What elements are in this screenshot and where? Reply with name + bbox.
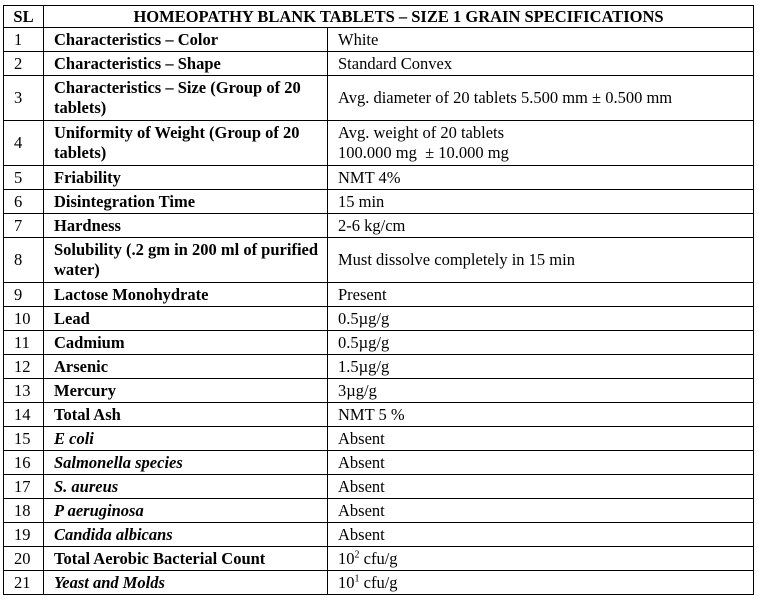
row-number: 7 <box>4 214 44 238</box>
row-number: 13 <box>4 379 44 403</box>
table-row <box>4 121 754 166</box>
value-base: 10 <box>338 548 355 568</box>
sl-column-header: SL <box>4 6 44 28</box>
parameter-name: Solubility (.2 gm in 200 ml of purified water) <box>44 238 328 283</box>
table-row <box>4 283 754 307</box>
table-row <box>4 28 754 52</box>
table-row <box>4 547 754 571</box>
parameter-name: Friability <box>44 166 328 190</box>
row-number: 10 <box>4 307 44 331</box>
parameter-name: Characteristics – Color <box>44 28 328 52</box>
parameter-value-line-1: Avg. weight of 20 tablets <box>338 123 505 142</box>
table-row <box>4 571 754 595</box>
parameter-name: Candida albicans <box>44 523 328 547</box>
table-row <box>4 190 754 214</box>
parameter-value: Absent <box>328 451 754 475</box>
table-row <box>4 379 754 403</box>
table-row <box>4 52 754 76</box>
parameter-value: 15 min <box>328 190 754 214</box>
row-number: 15 <box>4 427 44 451</box>
parameter-value: 0.5µg/g <box>328 331 754 355</box>
parameter-value: Absent <box>328 475 754 499</box>
parameter-value: 1.5µg/g <box>328 355 754 379</box>
parameter-value <box>328 121 754 166</box>
row-number: 18 <box>4 499 44 523</box>
parameter-name: P aeruginosa <box>44 499 328 523</box>
row-number: 3 <box>4 76 44 121</box>
parameter-name: E coli <box>44 427 328 451</box>
parameter-name: Uniformity of Weight (Group of 20 tablets) <box>44 121 328 166</box>
table-row <box>4 475 754 499</box>
table-row <box>4 355 754 379</box>
table-body <box>4 28 754 595</box>
parameter-value: 2-6 kg/cm <box>328 214 754 238</box>
value-exponent: 2 <box>354 549 360 560</box>
table-row <box>4 238 754 283</box>
value-unit: cfu/g <box>359 572 398 592</box>
parameter-value: Absent <box>328 427 754 451</box>
parameter-name: Mercury <box>44 379 328 403</box>
parameter-name: Cadmium <box>44 331 328 355</box>
table-row <box>4 76 754 121</box>
table-row <box>4 403 754 427</box>
parameter-value: Present <box>328 283 754 307</box>
parameter-name: Total Aerobic Bacterial Count <box>44 547 328 571</box>
row-number: 16 <box>4 451 44 475</box>
row-number: 21 <box>4 571 44 595</box>
row-number: 4 <box>4 121 44 166</box>
parameter-value <box>328 547 754 571</box>
row-number: 2 <box>4 52 44 76</box>
parameter-name: Characteristics – Shape <box>44 52 328 76</box>
parameter-value: 3µg/g <box>328 379 754 403</box>
table-row <box>4 451 754 475</box>
row-number: 6 <box>4 190 44 214</box>
row-number: 8 <box>4 238 44 283</box>
parameter-name: Disintegration Time <box>44 190 328 214</box>
parameter-value <box>328 571 754 595</box>
parameter-name: Hardness <box>44 214 328 238</box>
parameter-value: White <box>328 28 754 52</box>
table-header-row <box>4 6 754 28</box>
table-row <box>4 499 754 523</box>
row-number: 1 <box>4 28 44 52</box>
parameter-name: Lactose Monohydrate <box>44 283 328 307</box>
table-row <box>4 523 754 547</box>
row-number: 17 <box>4 475 44 499</box>
row-number: 19 <box>4 523 44 547</box>
table-row <box>4 427 754 451</box>
parameter-value: Standard Convex <box>328 52 754 76</box>
row-number: 12 <box>4 355 44 379</box>
parameter-value: Avg. diameter of 20 tablets 5.500 mm ± 0.500 mm <box>328 76 754 121</box>
parameter-value: 0.5µg/g <box>328 307 754 331</box>
value-exponent: 1 <box>354 573 360 584</box>
value-unit: cfu/g <box>359 548 398 568</box>
row-number: 5 <box>4 166 44 190</box>
row-number: 20 <box>4 547 44 571</box>
table-row <box>4 307 754 331</box>
parameter-value: Absent <box>328 499 754 523</box>
table-row <box>4 166 754 190</box>
parameter-name: Lead <box>44 307 328 331</box>
table-title: HOMEOPATHY BLANK TABLETS – SIZE 1 GRAIN SPECIFICATIONS <box>44 6 754 28</box>
parameter-name: S. aureus <box>44 475 328 499</box>
row-number: 14 <box>4 403 44 427</box>
parameter-value: NMT 5 % <box>328 403 754 427</box>
table-row <box>4 331 754 355</box>
parameter-value-line-2: 100.000 mg ± 10.000 mg <box>338 143 509 162</box>
parameter-name: Yeast and Molds <box>44 571 328 595</box>
parameter-value: NMT 4% <box>328 166 754 190</box>
row-number: 9 <box>4 283 44 307</box>
parameter-name: Total Ash <box>44 403 328 427</box>
parameter-value: Absent <box>328 523 754 547</box>
parameter-name: Characteristics – Size (Group of 20 tablets) <box>44 76 328 121</box>
specifications-table <box>3 5 754 595</box>
parameter-name: Salmonella species <box>44 451 328 475</box>
value-base: 10 <box>338 572 355 592</box>
table-row <box>4 214 754 238</box>
row-number: 11 <box>4 331 44 355</box>
parameter-name: Arsenic <box>44 355 328 379</box>
parameter-value: Must dissolve completely in 15 min <box>328 238 754 283</box>
